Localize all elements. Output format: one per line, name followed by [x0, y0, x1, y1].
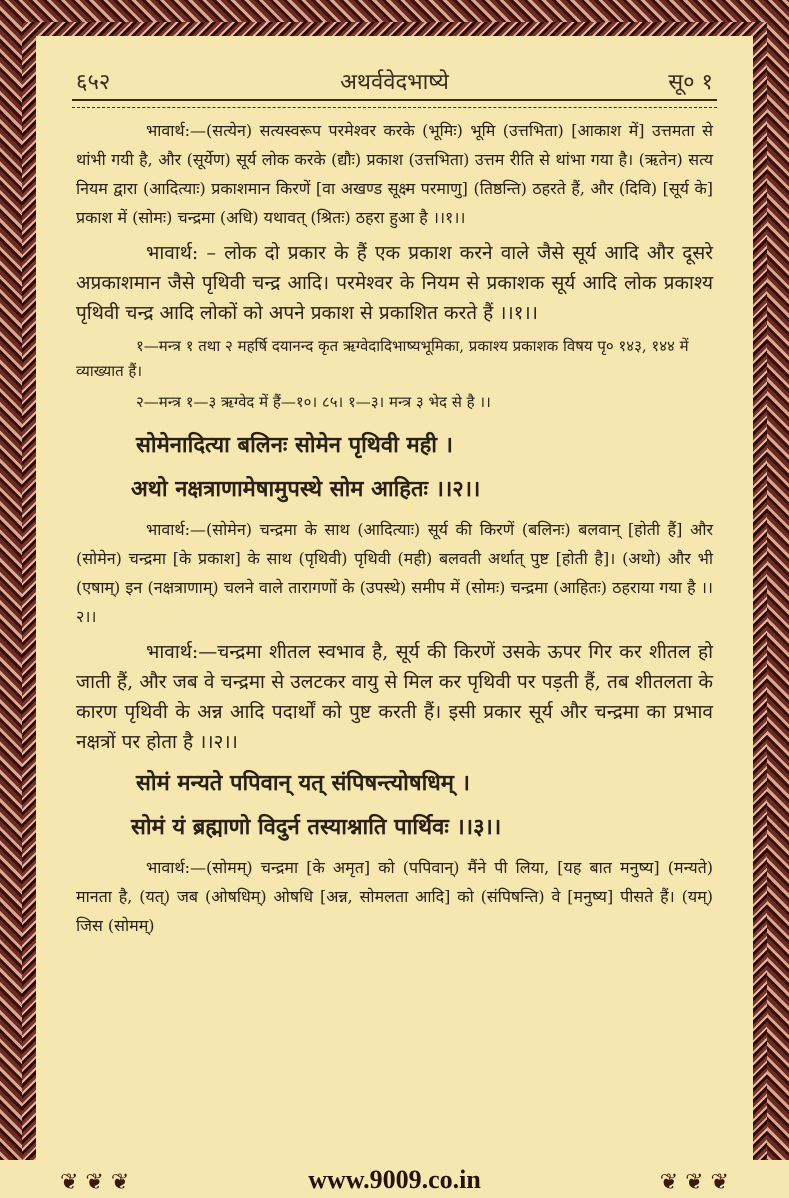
verse-3-line-1: सोमं मन्यते पपिवान् यत् संपिषन्त्योषधिम् ।: [136, 770, 470, 796]
footnote-2: २—मन्त्र १—३ ऋग्वेद में हैं—१०। ८५। १—३। मन्त्र ३ भेद से है ।।: [136, 393, 491, 411]
page-header: [76, 66, 713, 102]
commentary-paragraph-1: भावार्थ:—(सत्येन) सत्यस्वरूप परमेश्वर करके (भूमिः) भूमि (उत्तभिता) [आकाश में] उत्तमता से थांभी गयी है, और (सूर्येण) सूर्य लोक करके (द्यौः) प्रकाश (उत्तभिता) उत्तम रीति से थांभा गया है। (ऋतेन) सत्य नियम द्वारा (आदित्याः) प्रकाशमान किरणें [वा अखण्ड सूक्ष्म परमाणु] (तिष्ठन्ति) ठहरते हैं, और (दिवि) [सूर्य के] प्रकाश में (सोमः) चन्द्रमा (अधि) यथावत् (श्रितः) ठहरा हुआ है ।।१।।: [76, 121, 713, 227]
verse-2-line-1: सोमेनादित्या बलिनः सोमेन पृथिवी मही ।: [136, 432, 453, 458]
sukta-number: सू० १: [668, 70, 713, 95]
book-title: अथर्ववेदभाष्ये: [340, 70, 449, 95]
header-divider: [72, 99, 717, 108]
website-footer[interactable]: www.9009.co.in: [308, 1165, 481, 1194]
book-page: [36, 36, 753, 1162]
page-number: ६५२: [76, 70, 111, 95]
page-body: [76, 116, 713, 940]
footnote-1: १—मन्त्र १ तथा २ महर्षि दयानन्द कृत ऋग्वेदादिभाष्यभूमिका, प्रकाश्य प्रकाशक विषय पृ० १४३, १४४ में व्याख्यात हैं।: [76, 337, 689, 380]
verse-3-line-2: सोमं यं ब्रह्माणो विदुर्न तस्याश्नाति पार्थिवः ।।३।।: [131, 814, 502, 840]
verse-2-line-2: अथो नक्षत्राणामेषामुपस्थे सोम आहितः ।।२।।: [131, 476, 481, 502]
commentary-paragraph-5: भावार्थ:—(सोमम्) चन्द्रमा [के अमृत] को (पपिवान्) मैंने पी लिया, [यह बात मनुष्य] (मन्यते) मानता है, (यत्) जब (ओषधिम्) ओषधि [अन्न, सोमलता आदि] को (संपिषन्ति) वे [मनुष्य] पीसते हैं। (यम्) जिस (सोमम्): [76, 858, 713, 935]
commentary-paragraph-2: भावार्थ: – लोक दो प्रकार के हैं एक प्रकाश करने वाले जैसे सूर्य आदि और दूसरे अप्रकाशमान जैसे पृथिवी चन्द्र आदि। परमेश्वर के नियम से प्रकाशक सूर्य आदि लोक प्रकाश्य पृथिवी चन्द्र आदि लोकों को अपने प्रकाश से प्रकाशित करते हैं ।।१।।: [76, 242, 713, 324]
footer-ornament-left-icon: ❦ ❦ ❦: [60, 1170, 130, 1195]
commentary-paragraph-4: भावार्थ:—चन्द्रमा शीतल स्वभाव है, सूर्य की किरणें उसके ऊपर गिर कर शीतल हो जाती हैं, और जब वे चन्द्रमा से उलटकर वायु से मिल कर पृथिवी पर पड़ती हैं, तब शीतलता के कारण पृथिवी के अन्न आदि पदार्थों को पुष्ट करती हैं। इसी प्रकार सूर्य और चन्द्रमा का प्रभाव नक्षत्रों पर होता है ।।२।।: [76, 641, 713, 753]
commentary-paragraph-3: भावार्थ:—(सोमेन) चन्द्रमा के साथ (आदित्याः) सूर्य की किरणें (बलिनः) बलवान् [होती हैं] और (सोमेन) चन्द्रमा [के प्रकाश] के साथ (पृथिवी) पृथिवी (मही) बलवती अर्थात् पुष्ट [होती है]। (अथो) और भी (एषाम्) इन (नक्षत्राणाम्) चलने वाले तारागणों के (उपस्थे) समीप में (सोमः) चन्द्रमा (आहितः) ठहराया गया है ।।२।।: [76, 520, 713, 626]
footer-ornament-right-icon: ❦ ❦ ❦: [659, 1170, 729, 1195]
